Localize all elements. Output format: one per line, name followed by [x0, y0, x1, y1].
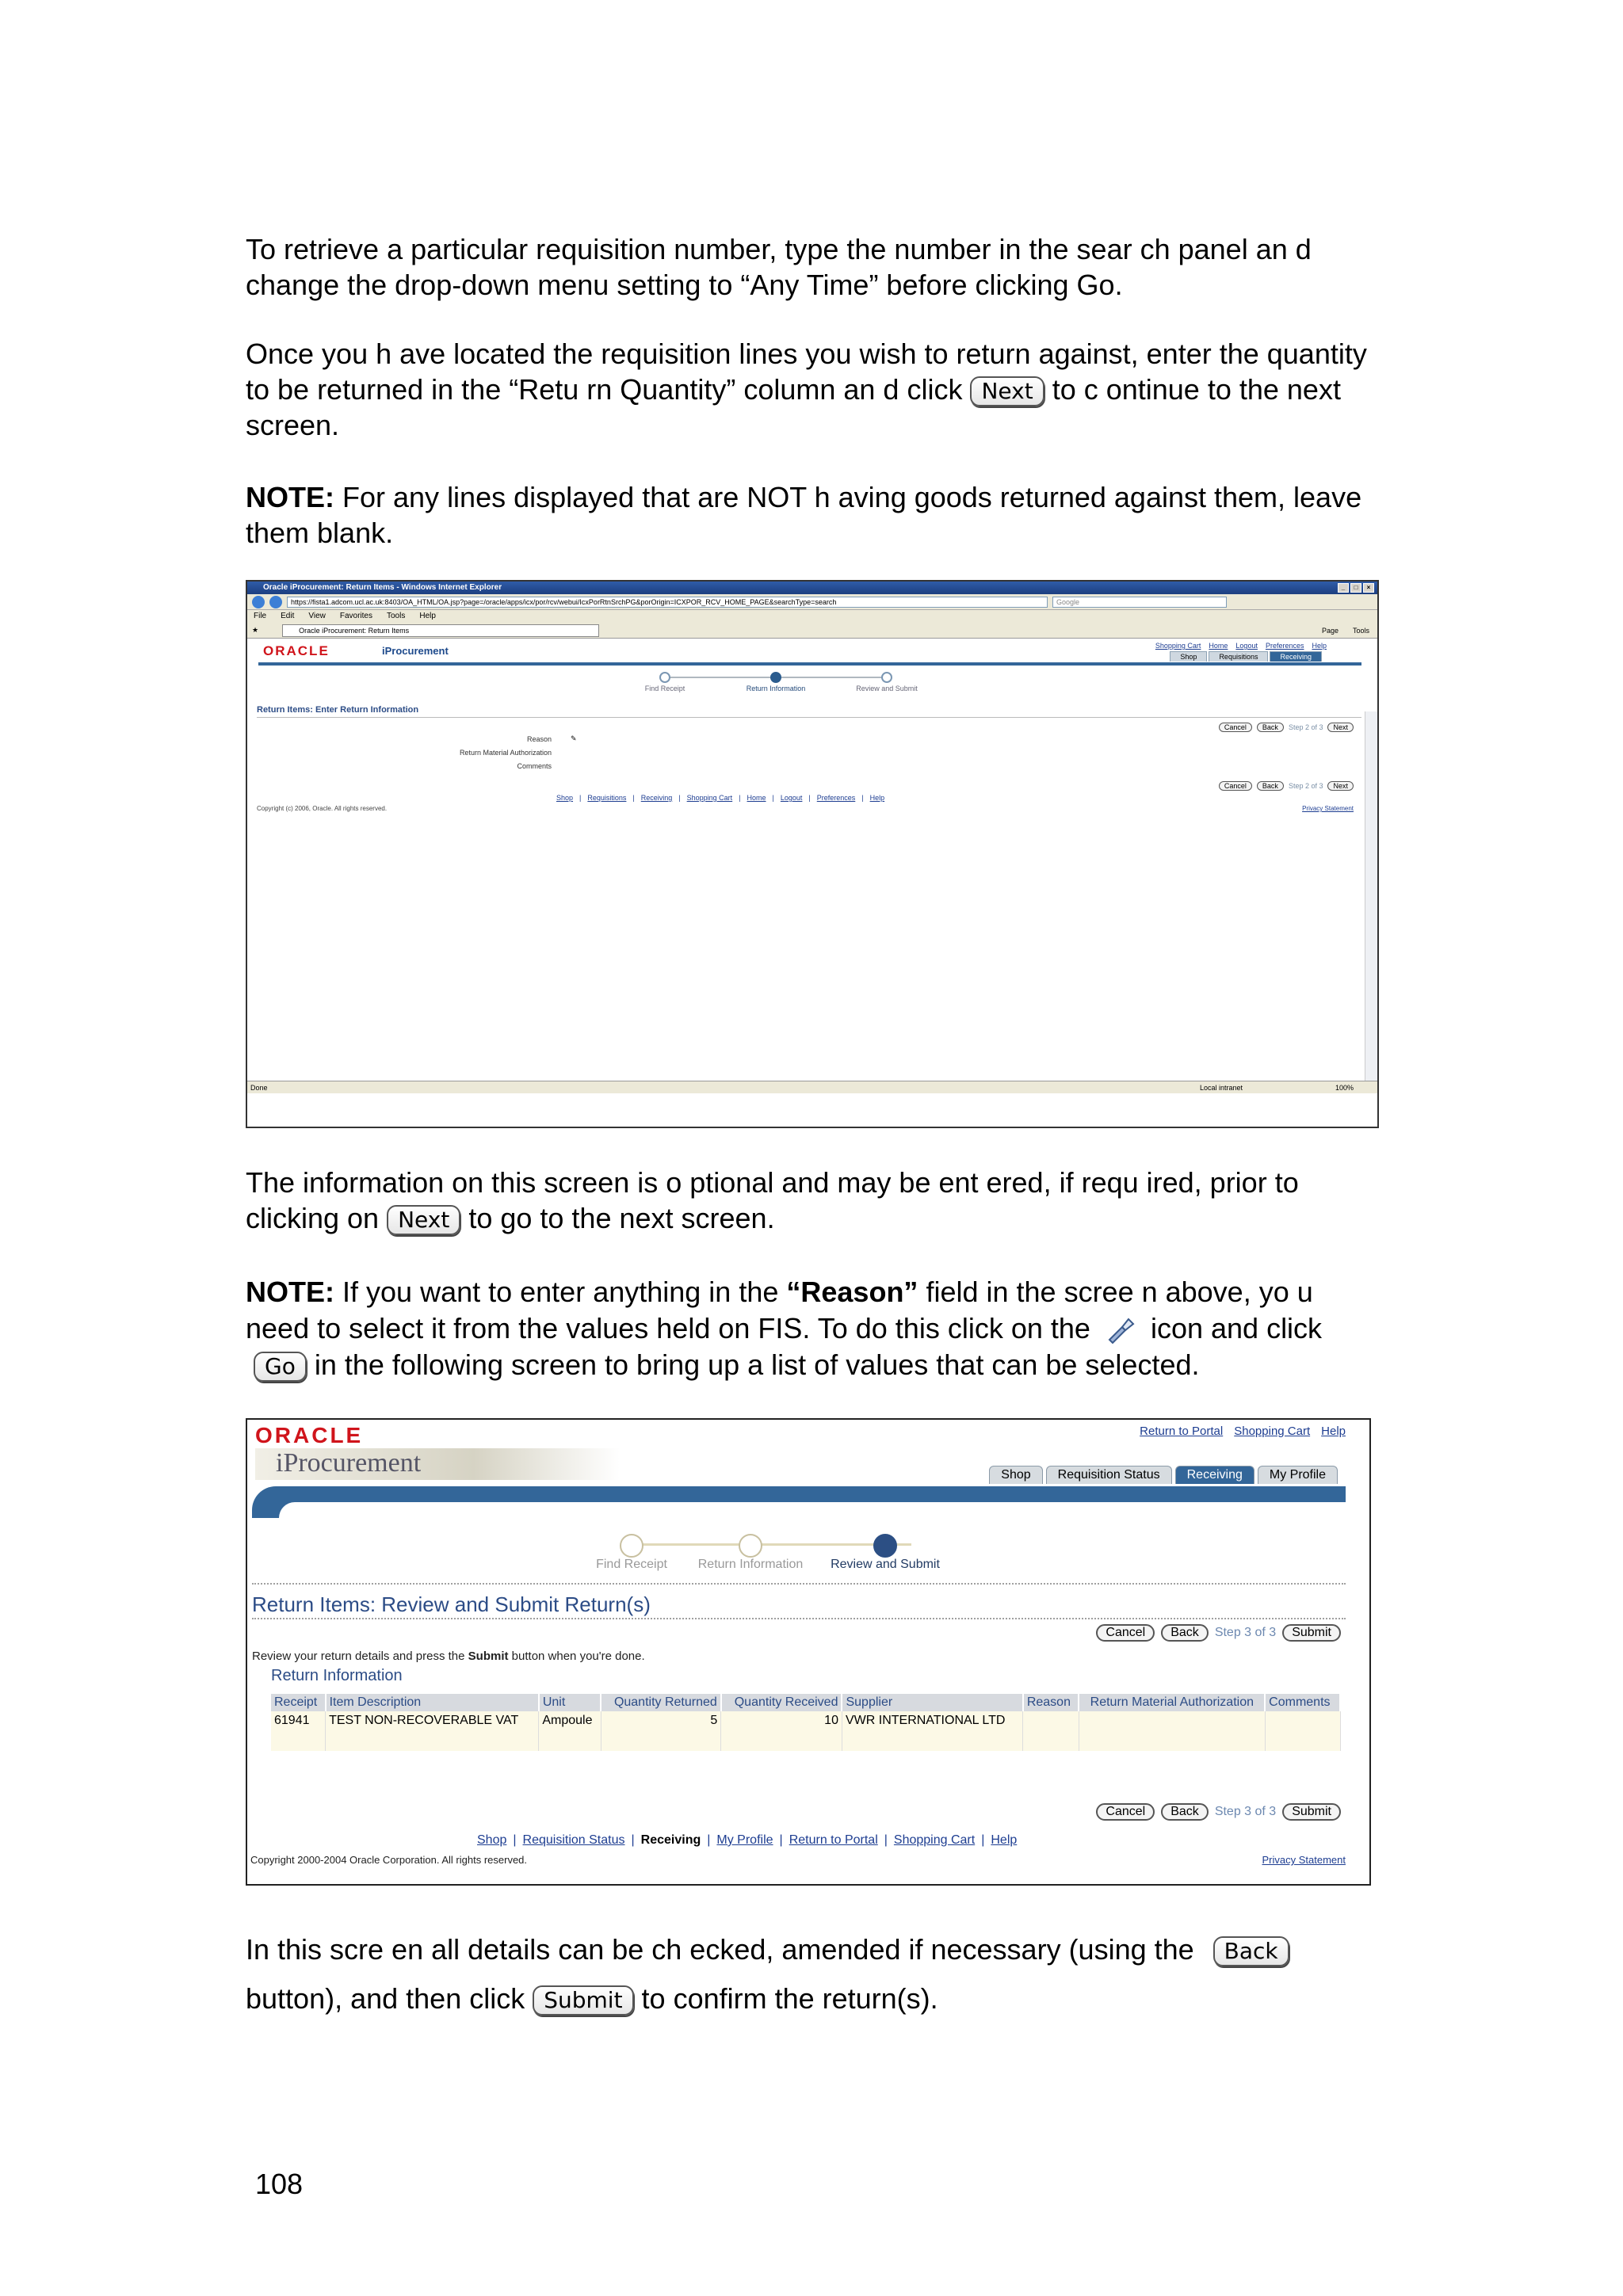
- cell-rma: [1079, 1711, 1265, 1751]
- footer-links: Shop | Requisitions | Receiving | Shopping Cart | Home | Logout | Preferences | Help: [556, 794, 885, 802]
- col-qty-returned: Quantity Returned: [601, 1694, 721, 1711]
- return-table: [271, 1694, 1341, 1751]
- review-submit-screenshot: [246, 1418, 1371, 1886]
- menu-help[interactable]: Help: [419, 612, 436, 620]
- back-button-bottom[interactable]: Back: [1161, 1803, 1209, 1821]
- step-train: [596, 1532, 940, 1571]
- back-button[interactable]: Back: [1257, 723, 1284, 732]
- tab-requisitions[interactable]: Requisitions: [1209, 651, 1268, 662]
- browser-search-field[interactable]: Google: [1052, 597, 1227, 608]
- next-button[interactable]: Next: [1327, 723, 1354, 732]
- cell-qty-returned: 5: [601, 1711, 721, 1751]
- review-text-3: to confirm the return(s).: [641, 1982, 938, 2015]
- link-home[interactable]: Home: [1209, 642, 1228, 650]
- footer-link-home[interactable]: Home: [747, 794, 766, 802]
- footer-link-shop[interactable]: Shop: [556, 794, 574, 802]
- note2-text-4: in the following screen to bring up a list of values that can be selected.: [314, 1348, 1200, 1381]
- note2-label: NOTE:: [246, 1276, 334, 1308]
- favorites-star-icon[interactable]: ★: [252, 626, 259, 634]
- return-quantity-text-end: to c ontinue to the next screen.: [246, 373, 1341, 441]
- train-node-find-receipt: [659, 672, 670, 683]
- cell-qty-received: 10: [721, 1711, 842, 1751]
- col-unit: Unit: [539, 1694, 601, 1711]
- tab-shop[interactable]: Shop: [989, 1466, 1042, 1484]
- train-label-review: Review and Submit: [831, 1558, 940, 1571]
- privacy-link[interactable]: Privacy Statement: [1262, 1854, 1346, 1866]
- rma-label: Return Material Authorization: [459, 748, 552, 757]
- tab-requisition-status[interactable]: Requisition Status: [1046, 1466, 1172, 1484]
- link-logout[interactable]: Logout: [1235, 642, 1258, 650]
- footer-link-shop[interactable]: Shop: [477, 1833, 507, 1847]
- back-button[interactable]: Back: [1161, 1624, 1209, 1642]
- divider: [257, 717, 1361, 718]
- train-label-review: Review and Submit: [856, 685, 918, 692]
- close-icon[interactable]: ×: [1363, 583, 1374, 593]
- footer-link-shopping-cart[interactable]: Shopping Cart: [893, 1833, 976, 1847]
- col-item-description: Item Description: [326, 1694, 539, 1711]
- footer-link-receiving[interactable]: Receiving: [640, 794, 673, 802]
- back-button-bottom[interactable]: Back: [1257, 781, 1284, 791]
- link-help[interactable]: Help: [1321, 1425, 1346, 1438]
- browser-menubar: [247, 610, 1377, 623]
- submit-button-image: Submit: [533, 1985, 633, 2016]
- intro-paragraph: To retrieve a particular requisition number, type the number in the sear ch panel an d change the drop-down menu setting to “Any Time” before clicking Go.: [246, 233, 1312, 301]
- step-indicator: Step 2 of 3: [1288, 723, 1323, 731]
- link-shopping-cart[interactable]: Shopping Cart: [1234, 1425, 1311, 1438]
- table-row: [271, 1711, 1340, 1751]
- link-shopping-cart[interactable]: Shopping Cart: [1155, 642, 1201, 650]
- global-links: [1140, 1425, 1346, 1438]
- menu-tools[interactable]: Tools: [386, 612, 406, 620]
- footer-link-help[interactable]: Help: [869, 794, 885, 802]
- submit-button[interactable]: Submit: [1282, 1624, 1341, 1642]
- step-indicator-bottom: Step 2 of 3: [1288, 782, 1323, 790]
- page-buttons-top: [1219, 723, 1354, 732]
- cancel-button[interactable]: Cancel: [1219, 723, 1252, 732]
- status-text: Done: [250, 1084, 268, 1092]
- footer-link-my-profile[interactable]: My Profile: [716, 1833, 773, 1847]
- footer-link-return-to-portal[interactable]: Return to Portal: [789, 1833, 878, 1847]
- zoom-level[interactable]: 100%: [1335, 1084, 1354, 1092]
- return-quantity-paragraph: [246, 336, 1381, 443]
- col-receipt: Receipt: [271, 1694, 326, 1711]
- col-reason: Reason: [1023, 1694, 1079, 1711]
- copyright: Copyright (c) 2006, Oracle. All rights reserved.: [257, 805, 388, 812]
- oracle-logo: ORACLE: [255, 1423, 364, 1447]
- step-indicator: Step 3 of 3: [1214, 1626, 1277, 1639]
- review-paragraph: [246, 1925, 1381, 2023]
- note2-text-3: icon and click: [1150, 1312, 1323, 1344]
- train-node-return-info: [770, 672, 781, 683]
- next-button-image-2: Next: [387, 1205, 460, 1235]
- menu-favorites[interactable]: Favorites: [339, 612, 372, 620]
- tab-shop[interactable]: Shop: [1170, 651, 1207, 662]
- train-label-find-receipt: Find Receipt: [596, 1558, 667, 1571]
- link-preferences[interactable]: Preferences: [1265, 642, 1304, 650]
- instruction-text: [252, 1650, 645, 1663]
- forward-nav-icon[interactable]: [269, 596, 282, 608]
- next-button-image: Next: [970, 376, 1044, 406]
- page-buttons-bottom: [1096, 1803, 1341, 1821]
- window-titlebar: [247, 582, 1377, 594]
- cancel-button-bottom[interactable]: Cancel: [1219, 781, 1252, 791]
- train-label-return-info: Return Information: [697, 1558, 804, 1571]
- app-name: iProcurement: [382, 645, 449, 657]
- header-bar-inner: [279, 1502, 1346, 1518]
- dotted-divider-2: [252, 1618, 1346, 1619]
- tools-menu[interactable]: Tools: [1352, 626, 1369, 635]
- cell-reason: [1023, 1711, 1079, 1751]
- footer-link-shopping-cart[interactable]: Shopping Cart: [686, 794, 733, 802]
- note-text: For any lines displayed that are NOT h aving goods returned against them, leave them blank.: [246, 481, 1362, 549]
- header-bar: [258, 662, 1361, 666]
- note-reason-field: [246, 1274, 1381, 1383]
- app-tabs: [989, 1466, 1338, 1484]
- submit-button-bottom[interactable]: Submit: [1282, 1803, 1341, 1821]
- cancel-button[interactable]: Cancel: [1096, 1624, 1155, 1642]
- instruction-bold: Submit: [468, 1650, 509, 1663]
- review-text-2: button), and then click: [246, 1982, 525, 2015]
- footer-link-help[interactable]: Help: [991, 1833, 1018, 1847]
- maximize-icon[interactable]: □: [1350, 583, 1361, 593]
- link-return-to-portal[interactable]: Return to Portal: [1140, 1425, 1224, 1438]
- menu-file[interactable]: File: [254, 612, 267, 620]
- cell-supplier: VWR INTERNATIONAL LTD: [842, 1711, 1022, 1751]
- page-menu[interactable]: Page: [1321, 626, 1338, 635]
- optional-info-paragraph: [246, 1165, 1381, 1236]
- menu-view[interactable]: View: [308, 612, 326, 620]
- train-node-return-info: [739, 1534, 762, 1558]
- note-blank-lines: [246, 479, 1381, 551]
- col-rma: Return Material Authorization: [1079, 1694, 1265, 1711]
- instruction-pre: Review your return details and press the: [252, 1650, 465, 1663]
- app-name: iProcurement: [276, 1448, 422, 1478]
- col-supplier: Supplier: [842, 1694, 1022, 1711]
- privacy-link[interactable]: Privacy Statement: [1302, 805, 1354, 812]
- global-links: [1155, 642, 1327, 650]
- section-title: Return Information: [271, 1667, 403, 1684]
- optional-info-text-end: to go to the next screen.: [468, 1202, 775, 1234]
- window-title: Oracle iProcurement: Return Items - Windows Internet Explorer: [263, 583, 502, 592]
- link-help[interactable]: Help: [1312, 642, 1327, 650]
- note2-text-1: If you want to enter anything in the: [342, 1276, 779, 1308]
- oracle-logo: ORACLE: [263, 643, 330, 658]
- footer-links: Shop | Requisition Status | Receiving | My Profile | Return to Portal | Shopping Cart | Help: [477, 1833, 1018, 1847]
- minimize-icon[interactable]: _: [1338, 583, 1349, 593]
- page-number: 108: [255, 2168, 304, 2200]
- optional-info-text: The information on this screen is o ptional and may be ent ered, if requ ired, prior to clicking on: [246, 1166, 1299, 1234]
- page-buttons-bottom: [1219, 781, 1354, 791]
- reason-label: Reason: [526, 734, 552, 743]
- flashlight-icon[interactable]: ✎: [571, 734, 577, 742]
- instruction-post: button when you're done.: [511, 1650, 645, 1663]
- train-line: [637, 1543, 911, 1546]
- tab-my-profile[interactable]: My Profile: [1258, 1466, 1338, 1484]
- footer-link-requisition-status[interactable]: Requisition Status: [522, 1833, 625, 1847]
- browser-tabbar: [247, 623, 1377, 639]
- note2-field-name: “Reason”: [786, 1276, 918, 1308]
- review-text-1: In this scre en all details can be ch ecked, amended if necessary (using the: [246, 1933, 1194, 1966]
- tab-receiving[interactable]: Receiving: [1175, 1466, 1254, 1484]
- copyright: Copyright 2000-2004 Oracle Corporation. All rights reserved.: [250, 1854, 528, 1866]
- url-field[interactable]: https://fista1.adcom.ucl.ac.uk:8403/OA_HTML/OA.jsp?page=/oracle/apps/icx/por/rcv/webui/IcxPorRtnSrchPG&porOrigin=ICXPOR_RCV_HOME_PAGE&searchType=search: [287, 597, 1048, 608]
- step-train: [644, 670, 918, 694]
- note-label: NOTE:: [246, 481, 334, 513]
- return-form: [382, 732, 577, 772]
- cancel-button-bottom[interactable]: Cancel: [1096, 1803, 1155, 1821]
- page-title: Return Items: Enter Return Information: [257, 705, 419, 715]
- return-quantity-text: Once you h ave located the requisition lines you wish to return against, enter the quantity to be returned in the “Retu rn Quantity” column an d click: [246, 338, 1367, 406]
- menu-edit[interactable]: Edit: [281, 612, 295, 620]
- zone-text: Local intranet: [1199, 1084, 1243, 1092]
- dotted-divider: [252, 1583, 1346, 1585]
- status-bar: [247, 1081, 1377, 1093]
- step-indicator-bottom: Step 3 of 3: [1214, 1805, 1277, 1818]
- cell-comments: [1265, 1711, 1340, 1751]
- footer-link-requisitions[interactable]: Requisitions: [587, 794, 627, 802]
- cell-receipt: 61941: [271, 1711, 326, 1751]
- page-content: [247, 639, 1377, 1093]
- vertical-scrollbar[interactable]: [1365, 711, 1377, 1081]
- browser-tab[interactable]: Oracle iProcurement: Return Items: [282, 624, 599, 637]
- note2-text-2: field in the scree n above, yo u need to select it from the values held on FIS. To do this click on the: [246, 1276, 1313, 1344]
- cell-unit: Ampoule: [539, 1711, 601, 1751]
- back-nav-icon[interactable]: [252, 596, 265, 608]
- address-bar: [247, 594, 1377, 610]
- train-node-find-receipt: [620, 1534, 643, 1558]
- comments-label: Comments: [517, 761, 552, 770]
- train-node-review: [873, 1534, 897, 1558]
- app-tabs: [1170, 651, 1322, 662]
- tab-receiving[interactable]: Receiving: [1270, 651, 1322, 662]
- train-label-find-receipt: Find Receipt: [644, 685, 685, 692]
- back-button-image: Back: [1213, 1936, 1289, 1966]
- col-qty-received: Quantity Received: [721, 1694, 842, 1711]
- next-button-bottom[interactable]: Next: [1327, 781, 1354, 791]
- cell-item-description: TEST NON-RECOVERABLE VAT: [326, 1711, 539, 1751]
- page-buttons-top: [1096, 1624, 1341, 1642]
- page-title: Return Items: Review and Submit Return(s): [252, 1592, 651, 1616]
- train-label-return-info: Return Information: [746, 685, 806, 692]
- footer-link-logout[interactable]: Logout: [780, 794, 803, 802]
- footer-link-receiving[interactable]: Receiving: [640, 1833, 701, 1847]
- train-node-review: [881, 672, 892, 683]
- return-info-screenshot: [246, 580, 1379, 1128]
- go-button-image: Go: [254, 1352, 307, 1382]
- col-comments: Comments: [1265, 1694, 1340, 1711]
- footer-link-preferences[interactable]: Preferences: [816, 794, 856, 802]
- flashlight-icon: [1106, 1316, 1135, 1344]
